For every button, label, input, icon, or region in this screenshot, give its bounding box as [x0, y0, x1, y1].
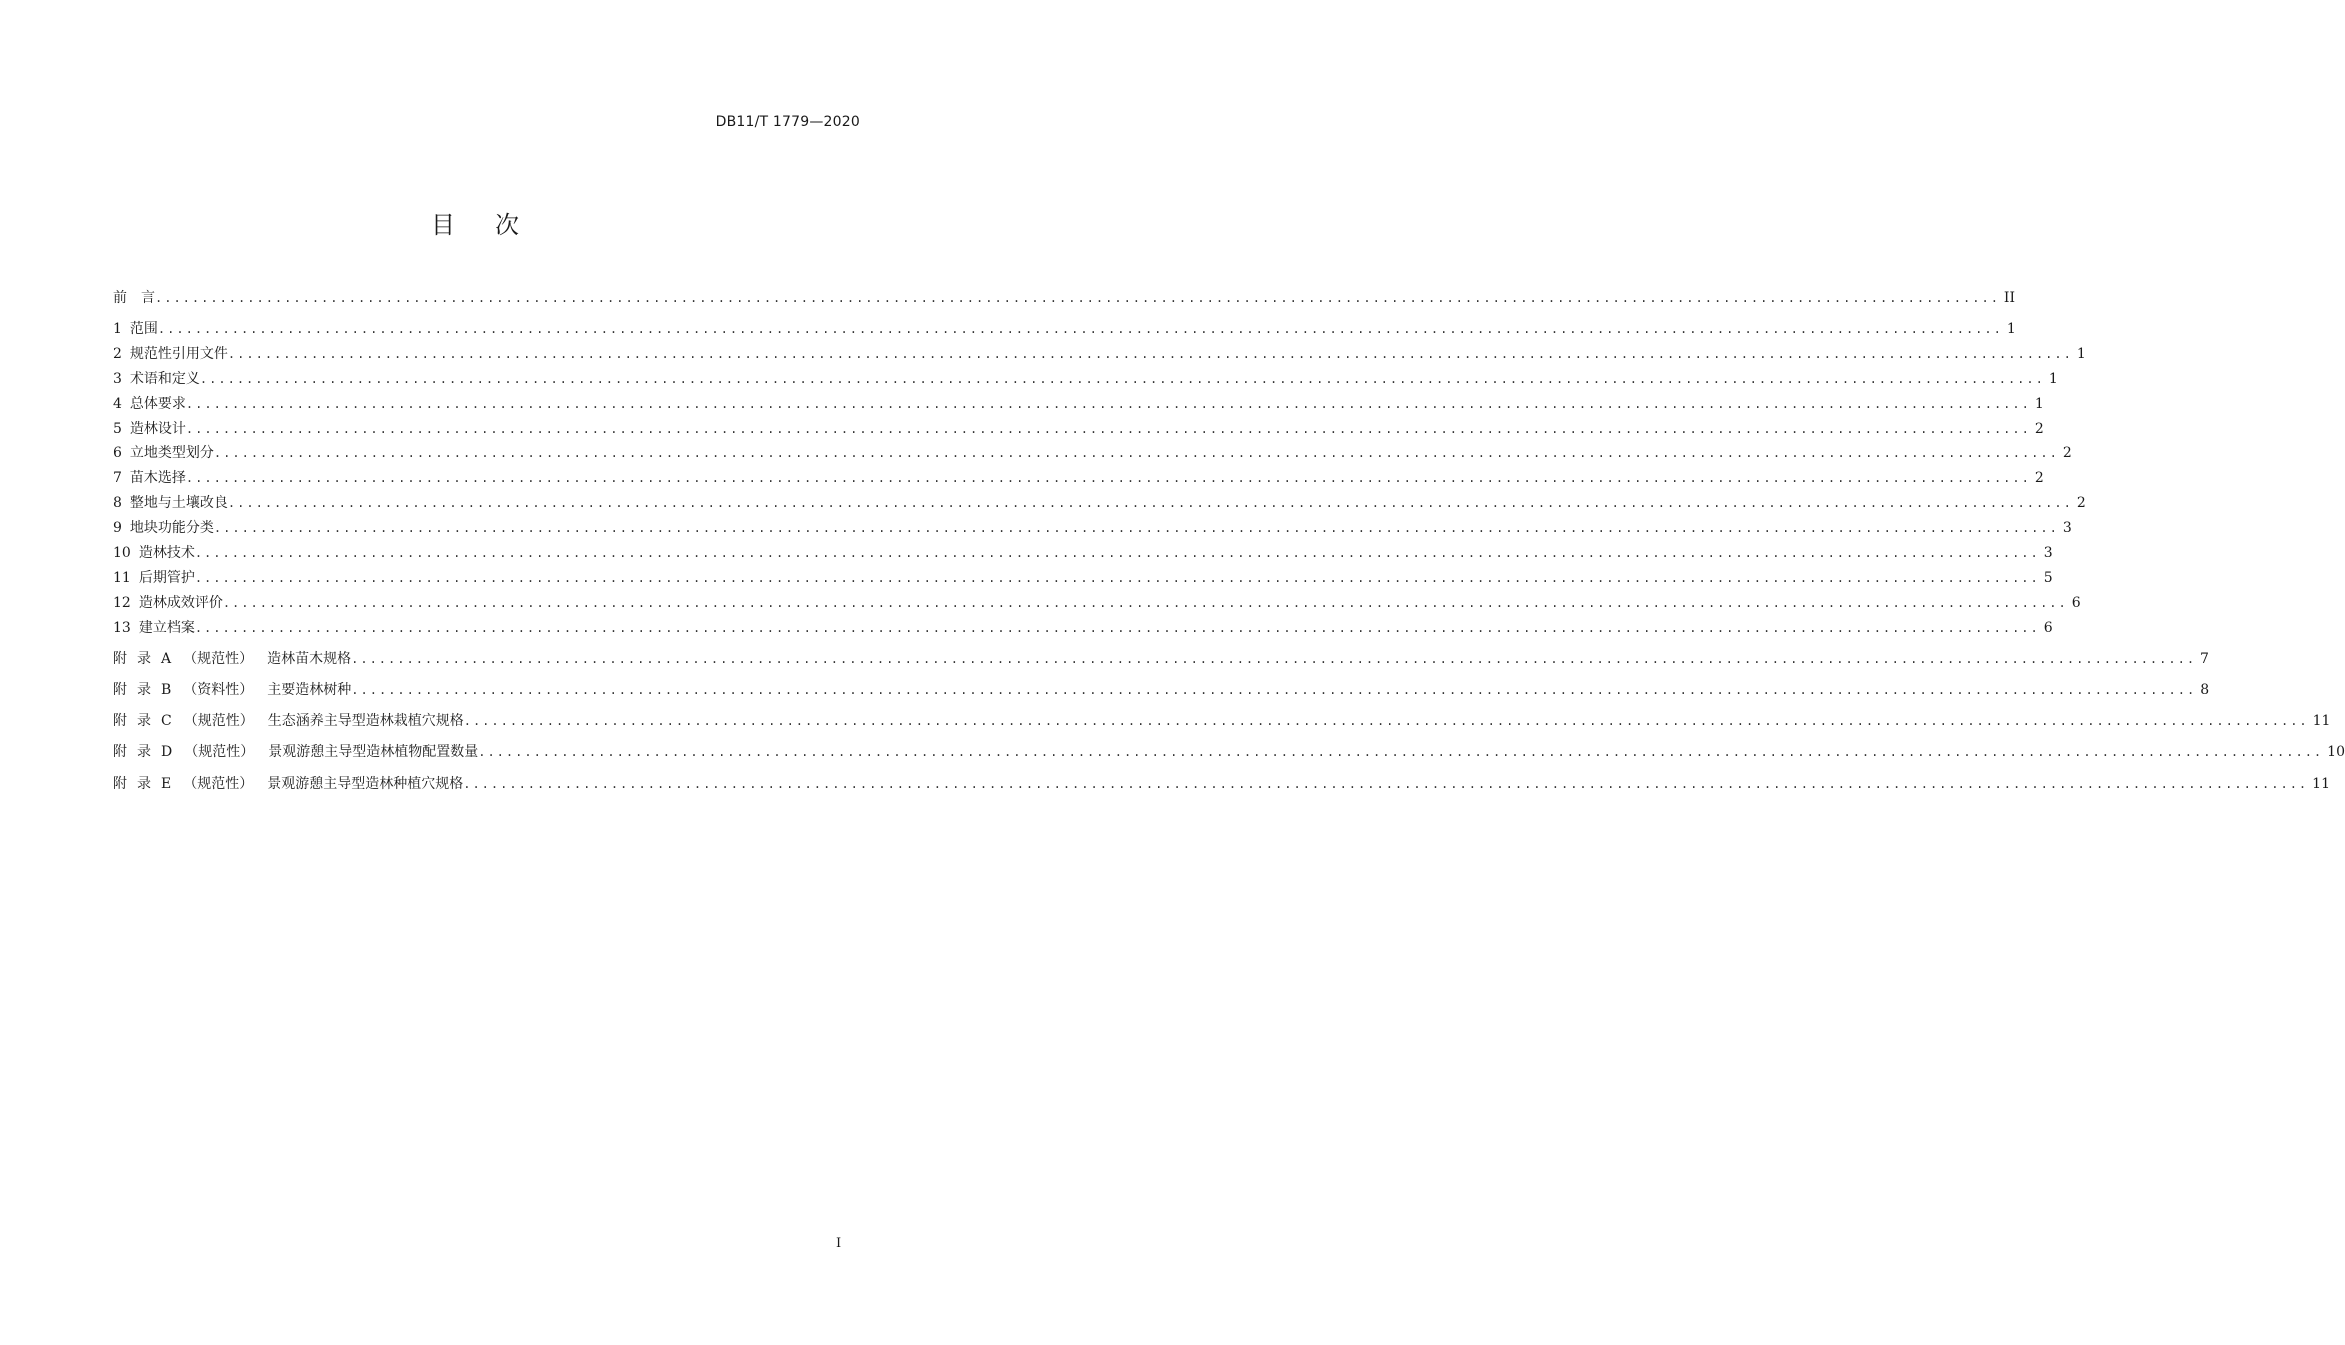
toc-entry-page: 8 [2200, 682, 2210, 698]
appendix-title: 景观游憩主导型造林植物配置数量 [268, 744, 479, 760]
toc-entry-title: 范围 [129, 321, 158, 337]
toc-entry-title: 造林成效评价 [138, 595, 223, 611]
toc-leader-dots: ........................................................................................................................................................................................................ [463, 777, 2309, 791]
toc-entry-number: 11 [113, 570, 131, 586]
toc-entry-page: 1 [2034, 396, 2044, 412]
appendix-kind: （规范性） [184, 744, 255, 760]
toc-entry-page: II [2003, 290, 2015, 306]
toc-leader-dots: ........................................................................................................................................................................................................ [199, 372, 2045, 386]
toc-entry[interactable] [113, 393, 2044, 415]
appendix-kind: （规范性） [183, 776, 254, 792]
appendix-letter: C [161, 713, 172, 729]
toc-entry-title: 整地与土壤改良 [129, 495, 228, 511]
appendix-letter: B [161, 682, 172, 698]
appendix-kind: （规范性） [183, 651, 254, 667]
toc-entry[interactable] [113, 492, 2086, 514]
toc-leader-dots: ........................................................................................................................................................................................................ [185, 397, 2031, 411]
toc-entry-page: 11 [2312, 776, 2330, 792]
toc-entry-page: 3 [2062, 520, 2072, 536]
toc-entry-page: 1 [2006, 321, 2016, 337]
toc-entry-title: 术语和定义 [129, 371, 200, 387]
appendix-word: 录 [137, 776, 151, 792]
toc-leader-dots: ........................................................................................................................................................................................................ [351, 683, 2197, 697]
toc-entry-title: 造林设计 [129, 421, 186, 437]
toc-entry-foreword[interactable] [113, 287, 2015, 309]
toc-leader-dots: ........................................................................................................................................................................................................ [222, 596, 2068, 610]
toc-entry-number: 1 [113, 321, 122, 337]
toc-appendix-entry[interactable] [113, 773, 2330, 795]
toc-entry-title: 造林技术 [138, 545, 195, 561]
toc-leader-dots: ........................................................................................................................................................................................................ [213, 446, 2059, 460]
toc-leader-dots: ........................................................................................................................................................................................................ [227, 496, 2073, 510]
appendix-title: 生态涵养主导型造林栽植穴规格 [267, 713, 464, 729]
toc-entry-page: 10 [2327, 744, 2345, 760]
appendix-title: 造林苗木规格 [267, 651, 352, 667]
toc-entry-title: 前 言 [113, 290, 155, 306]
toc-entry[interactable] [113, 442, 2072, 464]
toc-entry-number: 13 [113, 620, 131, 636]
toc-entry-title: 后期管护 [138, 570, 195, 586]
toc-leader-dots: ........................................................................................................................................................................................................ [227, 347, 2073, 361]
appendix-letter: A [161, 651, 172, 667]
appendix-word: 录 [137, 651, 151, 667]
toc-entry-number: 5 [113, 421, 122, 437]
toc-entry-page: 7 [2200, 651, 2209, 667]
toc-entry[interactable] [113, 617, 2053, 639]
toc-entry-number: 4 [113, 396, 122, 412]
toc-entry-number: 6 [113, 445, 122, 461]
toc-entry-title: 苗木选择 [129, 470, 186, 486]
toc-entry-page: 2 [2062, 445, 2072, 461]
toc-entry[interactable] [113, 343, 2086, 365]
toc-title-char: 次 [495, 211, 519, 239]
toc-entry-page: 2 [2034, 470, 2044, 486]
toc-title [0, 205, 950, 240]
appendix-word: 附 [113, 651, 127, 667]
appendix-word: 录 [137, 744, 151, 760]
toc-entry[interactable] [113, 517, 2072, 539]
toc-appendix-entry[interactable] [113, 679, 2210, 701]
appendix-word: 录 [137, 713, 151, 729]
page-number: I [836, 1236, 842, 1251]
appendix-word: 附 [113, 744, 127, 760]
toc-entry-page: 2 [2034, 421, 2044, 437]
toc-leader-dots: ........................................................................................................................................................................................................ [478, 745, 2324, 759]
toc-entry-page: 11 [2312, 713, 2331, 729]
toc-entry-number: 3 [113, 371, 122, 387]
appendix-letter: D [161, 744, 173, 760]
toc-entry[interactable] [113, 592, 2081, 614]
toc-leader-dots: ........................................................................................................................................................................................................ [155, 291, 2000, 305]
toc-entry-title: 总体要求 [129, 396, 186, 412]
toc-leader-dots: ........................................................................................................................................................................................................ [194, 571, 2040, 585]
toc-entry-page: 6 [2043, 620, 2053, 636]
toc-entry-title: 立地类型划分 [129, 445, 214, 461]
toc-entry-number: 12 [113, 595, 131, 611]
toc-title-char: 目 [431, 211, 455, 239]
appendix-title: 主要造林树种 [267, 682, 352, 698]
document-code: DB11/T 1779—2020 [715, 114, 860, 130]
toc-leader-dots: ........................................................................................................................................................................................................ [463, 714, 2309, 728]
appendix-word: 附 [113, 682, 127, 698]
toc-entry-title: 地块功能分类 [129, 520, 214, 536]
toc-entry-number: 2 [113, 346, 122, 362]
toc-leader-dots: ........................................................................................................................................................................................................ [185, 422, 2031, 436]
toc-entry-page: 3 [2043, 545, 2053, 561]
toc-entry-number: 8 [113, 495, 122, 511]
toc-entry-page: 5 [2043, 570, 2053, 586]
toc-leader-dots: ........................................................................................................................................................................................................ [351, 652, 2197, 666]
toc-entry-number: 10 [113, 545, 131, 561]
toc-entry-page: 2 [2076, 495, 2086, 511]
toc-entry-number: 9 [113, 520, 122, 536]
toc-entry-number: 7 [113, 470, 122, 486]
toc-entry-page: 1 [2076, 346, 2086, 362]
appendix-word: 附 [113, 776, 127, 792]
toc-leader-dots: ........................................................................................................................................................................................................ [185, 471, 2031, 485]
appendix-kind: （资料性） [183, 682, 254, 698]
appendix-title: 景观游憩主导型造林种植穴规格 [267, 776, 464, 792]
toc-appendix-entry[interactable] [113, 648, 2209, 670]
toc-entry-page: 1 [2048, 371, 2058, 387]
toc-leader-dots: ........................................................................................................................................................................................................ [194, 621, 2040, 635]
toc-appendix-entry[interactable] [113, 710, 2331, 732]
toc-entry[interactable] [113, 567, 2053, 589]
toc-entry[interactable] [113, 542, 2053, 564]
appendix-word: 附 [113, 713, 127, 729]
toc-leader-dots: ........................................................................................................................................................................................................ [213, 521, 2059, 535]
toc-leader-dots: ........................................................................................................................................................................................................ [194, 546, 2040, 560]
toc-entry-title: 规范性引用文件 [129, 346, 228, 362]
toc-appendix-entry[interactable] [113, 741, 2345, 763]
toc-leader-dots: ........................................................................................................................................................................................................ [157, 322, 2003, 336]
toc-entry[interactable] [113, 467, 2044, 489]
appendix-letter: E [161, 776, 172, 792]
toc-entry[interactable] [113, 368, 2058, 390]
toc-entry[interactable] [113, 418, 2044, 440]
toc-entry-title: 建立档案 [138, 620, 195, 636]
appendix-word: 录 [137, 682, 151, 698]
toc-entry-page: 6 [2071, 595, 2081, 611]
toc-entry[interactable] [113, 318, 2016, 340]
appendix-kind: （规范性） [183, 713, 254, 729]
